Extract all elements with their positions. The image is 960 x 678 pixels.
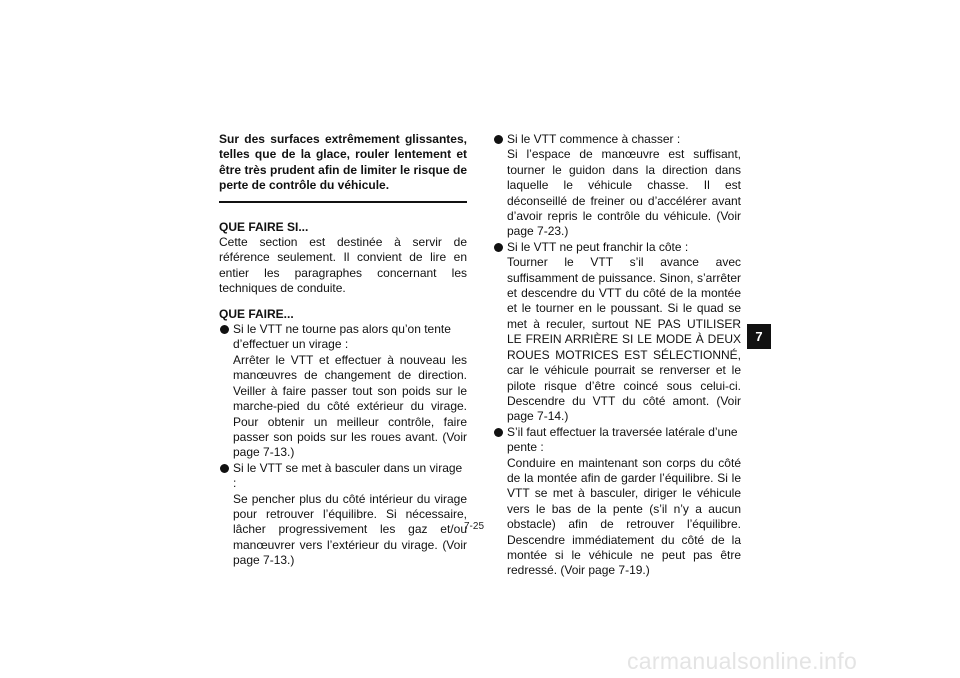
list-item-body: Conduire en maintenant son corps du côté de la montée afin de garder l’équilibre. Si le VTT se met à basculer, diriger le véhicule vers le bas de la pente (s’il n’y a aucun obstacle) afin de retrouver l’équilibre. Descendre immédiatement du côté de la montée si le véhicule ne peut pas être redressé. (Voir page 7-19.) [507,455,741,578]
bullet-icon [494,135,503,144]
list-item [493,240,741,425]
list-item [493,425,741,579]
list-item-title: Si le VTT se met à basculer dans un virage : [233,460,463,491]
chapter-tab: 7 [747,324,771,349]
list-item-body: Si l’espace de manœuvre est suffisant, tourner le guidon dans la direction dans laquelle le véhicule chasse. Il est déconseillé de freiner ou d’accélérer avant d’avoir repris le contrôle du véhicule. (Voir page 7-23.) [507,147,741,239]
left-column [219,132,467,569]
section-title-que-faire-si: QUE FAIRE SI... [219,219,309,234]
bullet-icon [220,325,229,334]
list-item [219,322,467,461]
list-item [493,132,741,240]
list-item-title: S’il faut effectuer la traversée latérale d’une pente : [507,424,738,455]
list-item-title: Si le VTT ne peut franchir la côte : [507,239,689,254]
list-item [219,461,467,569]
bullet-icon [494,243,503,252]
warning-text: Sur des surfaces extrêmement glissantes, telles que de la glace, rouler lentement et être très prudent afin de limiter le risque de perte de contrôle du véhicule. [219,132,467,203]
section-title-que-faire: QUE FAIRE... [219,306,294,321]
watermark: carmanualsonline.info [627,648,858,674]
list-item-body: Arrêter le VTT et effectuer à nouveau les manœuvres de changement de direction. Veiller à faire passer tout son poids sur le marche-pied du côté extérieur du virage. Pour obtenir un meilleur contrôle, faire passer son poids sur les roues avant. (Voir page 7-13.) [233,352,467,460]
right-column [493,132,741,579]
list-item-title: Si le VTT ne tourne pas alors qu’on tente d’effectuer un virage : [233,322,451,352]
bullet-list-right [493,132,741,579]
bullet-icon [494,428,503,437]
list-item-body: Tourner le VTT s’il avance avec suffisamment de puissance. Sinon, s’arrêter et descendre du VTT du côté de la montée et le tourner en le poussant. Si le quad se met à reculer, surtout NE PAS UTILISER LE FREIN ARRIÈRE SI LE MODE À DEUX ROUES MOTRICES EST SÉLECTIONNÉ, car le véhicule pourrait se renverser et le pilote risque d’être coincé sous celui-ci. Descendre du VTT du côté amont. (Voir page 7-14.) [507,255,741,424]
page-number: 7-25 [464,521,485,532]
list-item-body: Se pencher plus du côté intérieur du virage pour retrouver l’équilibre. Si nécessaire, lâcher progressivement les gaz et/ou manœuvrer vers l’extérieur du virage. (Voir page 7-13.) [233,491,467,568]
list-item-title: Si le VTT commence à chasser : [507,132,681,146]
section-intro-text: Cette section est destinée à servir de référence seulement. Il convient de lire en entier les paragraphes concernant les techniques de conduite. [219,235,467,296]
bullet-icon [220,464,229,473]
bullet-list-left [219,322,467,569]
